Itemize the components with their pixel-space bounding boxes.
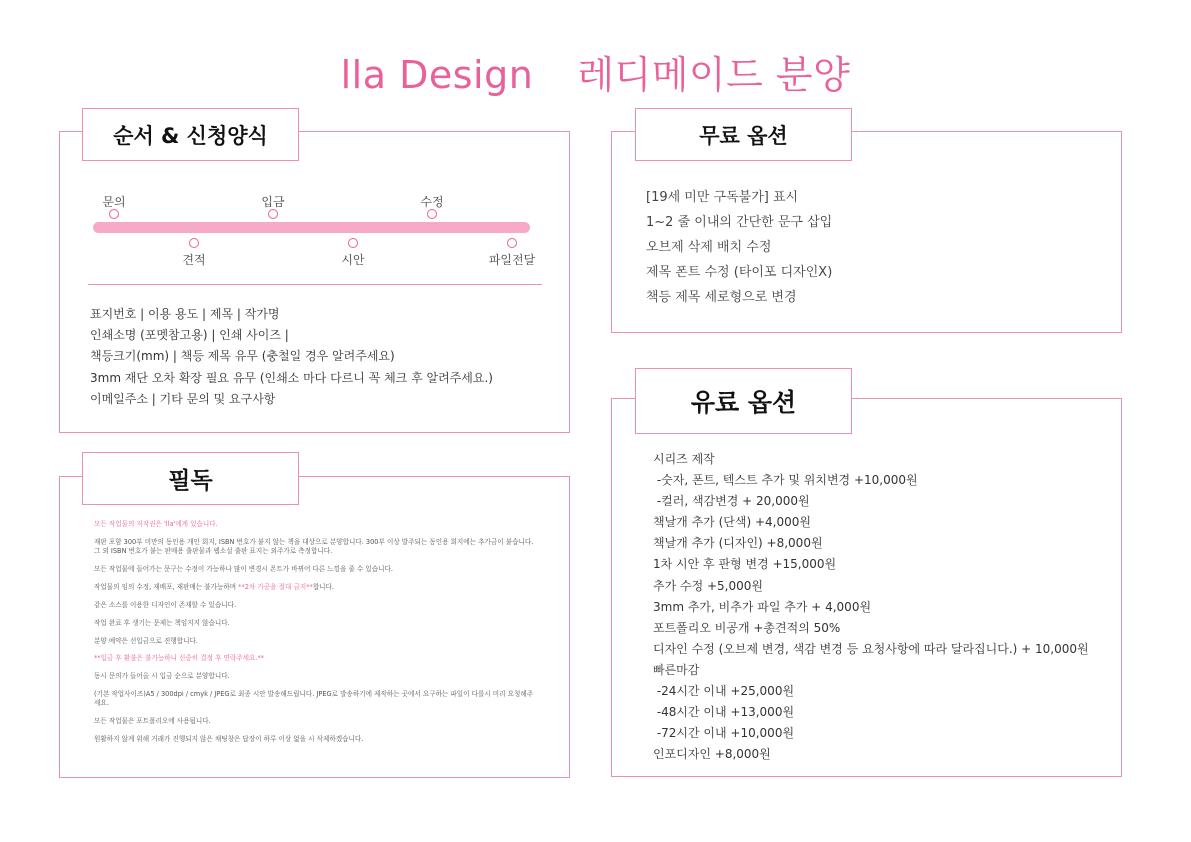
notice-item: 모든 작업물은 포트폴리오에 사용됩니다. xyxy=(94,717,211,726)
notice-item xyxy=(94,583,534,592)
form-item: 3mm 재단 오차 확장 필요 유무 (인쇄소 마다 다르니 꼭 체크 후 알려주세요.) xyxy=(90,370,493,385)
step-dot xyxy=(427,209,437,219)
free-option-item: 책등 제목 세로형으로 변경 xyxy=(646,290,797,305)
form-item: 책등크기(mm) | 책등 제목 유무 (충철일 경우 알려주세요) xyxy=(90,349,395,364)
notice-item: 모든 작업물에 들어가는 문구는 수정이 가능하나 많이 변경시 폰트가 바뀌어 다른 느낌을 줄 수 있습니다. xyxy=(94,564,393,573)
step-inquiry: 문의 xyxy=(102,195,126,209)
free-option-item: [19세 미만 구독불가] 표시 xyxy=(646,190,799,205)
order-section-heading: 순서 & 신청양식 xyxy=(82,108,299,161)
free-options-list xyxy=(646,185,832,310)
paid-option-item: 디자인 수정 (오브제 변경, 색감 변경 등 요청사항에 따라 달라집니다.) + 10,000원 xyxy=(653,641,1089,656)
step-dot xyxy=(189,238,199,248)
step-payment: 입금 xyxy=(261,195,285,209)
notice-item: 재판 포함 300부 미만의 동인용 개인 회지, ISBN 번호가 붙지 않는 책을 대상으로 분양합니다. 300부 이상 발주되는 동인용 회지에는 추가금이 붙습니다. 그 외 ISBN 번호가 붙는 판매용 출판물과 웹소설 출판 표지는 외주가로 측정합니다. xyxy=(94,537,534,555)
paid-options-list xyxy=(653,449,1089,765)
notice-item: 작업 완료 후 생기는 문제는 책임지지 않습니다. xyxy=(94,618,230,627)
notice-section-heading: 필독 xyxy=(82,452,299,505)
step-estimate: 견적 xyxy=(182,253,206,267)
paid-option-item: 인포디자인 +8,000원 xyxy=(653,747,771,762)
free-option-item: 제목 폰트 수정 (타이포 디자인X) xyxy=(646,265,833,280)
form-item: 표지번호 | 이용 용도 | 제목 | 작가명 xyxy=(90,307,280,321)
process-timeline xyxy=(93,222,530,233)
notice-item: 동시 문의가 들어올 시 입금 순으로 분양합니다. xyxy=(94,672,230,681)
paid-option-item: 3mm 추가, 비추가 파일 추가 + 4,000원 xyxy=(653,599,872,614)
paid-option-item: 추가 수정 +5,000원 xyxy=(653,578,763,593)
step-revision: 수정 xyxy=(420,195,444,209)
step-dot xyxy=(109,209,119,219)
free-option-item: 1~2 줄 이내의 간단한 문구 삽입 xyxy=(646,215,833,230)
paid-option-item: -48시간 이내 +13,000원 xyxy=(653,705,795,720)
paid-option-item: -숫자, 폰트, 텍스트 추가 및 위치변경 +10,000원 xyxy=(653,473,918,488)
page-subtitle: 레디메이드 분양 xyxy=(577,53,851,97)
free-options-heading: 무료 옵션 xyxy=(635,108,852,161)
free-option-item: 오브제 삭제 배치 수정 xyxy=(646,240,772,255)
notice-item: 모든 작업물의 저작권은 'lla'에게 있습니다. xyxy=(94,520,218,528)
paid-option-item: -24시간 이내 +25,000원 xyxy=(653,684,795,699)
paid-option-item: -컬러, 색감변경 + 20,000원 xyxy=(653,494,810,509)
notice-text: 작업물의 임의 수정, 재배포, 재판매는 불가능하며 xyxy=(94,582,239,591)
notice-item: 분양 예약은 선입금으로 진행합니다. xyxy=(94,636,198,645)
step-dot xyxy=(507,238,517,248)
paid-option-item: -72시간 이내 +10,000원 xyxy=(653,726,795,741)
notice-highlight: **2차 가공을 절대 금지** xyxy=(238,582,313,591)
notice-text: 합니다. xyxy=(312,582,335,591)
paid-option-item: 책날개 추가 (단색) +4,000원 xyxy=(653,515,811,530)
step-draft: 시안 xyxy=(341,253,365,267)
divider xyxy=(88,284,542,285)
page-title xyxy=(0,44,1191,99)
paid-options-heading: 유료 옵션 xyxy=(635,368,852,434)
notice-item: **입금 후 환불은 불가능하니 신중히 결정 후 연락주세요.** xyxy=(94,654,265,663)
notice-item: (기본 작업사이즈)A5 / 300dpi / cmyk / JPEG로 최종 시안 발송해드립니다. JPEG로 발송하기에 제작하는 곳에서 요구하는 파일이 다를시 미리 요청해주세요. xyxy=(94,690,534,708)
notice-item: 원활하지 않게 위해 거래가 진행되지 않은 채팅창은 답장이 하루 이상 없을 시 삭제하겠습니다. xyxy=(94,735,364,744)
paid-option-item: 1차 시안 후 판형 변경 +15,000원 xyxy=(653,557,837,572)
notice-list xyxy=(94,520,534,753)
step-dot xyxy=(348,238,358,248)
paid-option-item: 책날개 추가 (디자인) +8,000원 xyxy=(653,536,823,551)
paid-option-item: 포트폴리오 비공개 +총견적의 50% xyxy=(653,620,841,635)
form-item: 인쇄소명 (포멧참고용) | 인쇄 사이즈 | xyxy=(90,328,289,343)
paid-option-item: 빠른마감 xyxy=(653,662,700,677)
application-form-list xyxy=(90,304,493,410)
paid-option-item: 시리즈 제작 xyxy=(653,452,715,466)
step-file-delivery: 파일전달 xyxy=(488,253,536,267)
brand-name: lla Design xyxy=(340,53,534,97)
notice-item: 같은 소스를 이용한 디자인이 존재할 수 있습니다. xyxy=(94,600,237,609)
form-item: 이메일주소 | 기타 문의 및 요구사항 xyxy=(90,391,276,406)
step-dot xyxy=(268,209,278,219)
